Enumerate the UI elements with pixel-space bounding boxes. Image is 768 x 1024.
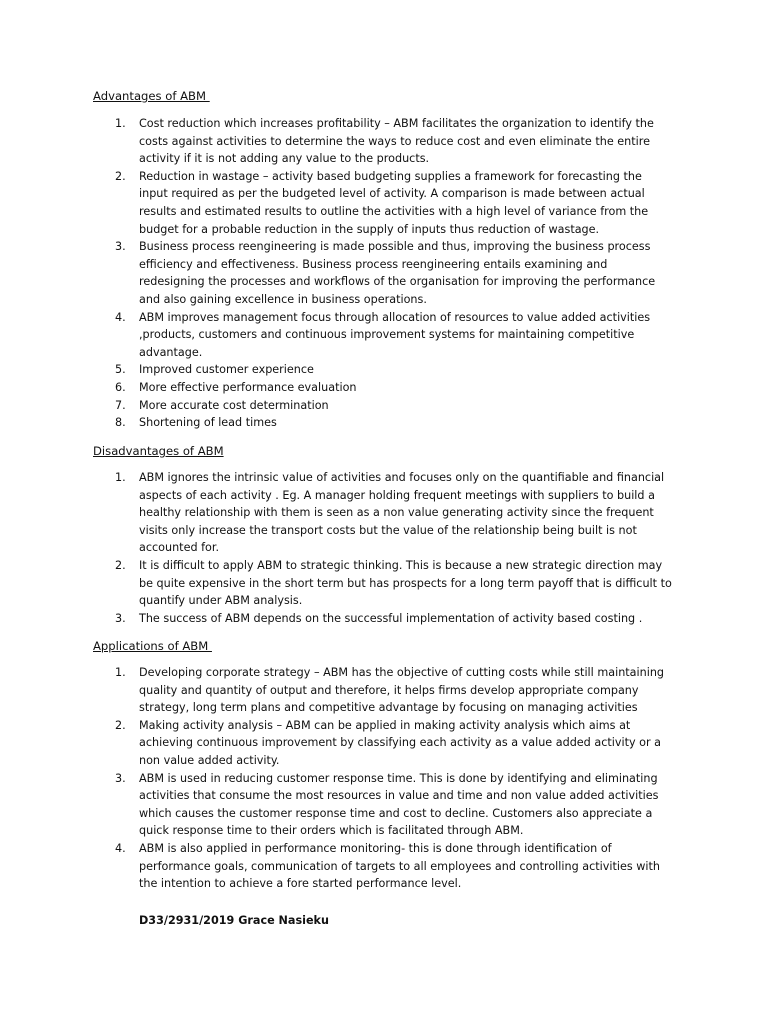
list-item — [0, 397, 674, 415]
item-number: 8. — [115, 416, 126, 430]
item-number: 2. — [115, 169, 126, 183]
list-item — [0, 309, 674, 362]
advantages-heading: Advantages of ABM — [93, 89, 210, 103]
list-item — [0, 610, 674, 628]
item-number: 4. — [115, 310, 126, 324]
list-item — [0, 414, 674, 432]
item-text: ABM is used in reducing customer response time. This is done by identifying and eliminating activities that consume the most resources in value and time and non value added activities which causes the customer response time and cost to decline. Customers also appreciate a quick response time to their orders which is facilitated through ABM. — [139, 771, 659, 838]
item-text: ABM ignores the intrinsic value of activities and focuses only on the quantifiable and financial aspects of each activity . Eg. A manager holding frequent meetings with suppliers to build a healthy relationship with them is seen as a non value generating activity since the frequent visits only increase the transport costs but the value of the relationship being built is not accounted for. — [139, 471, 665, 555]
item-number: 3. — [115, 771, 126, 785]
list-item — [0, 557, 674, 610]
disadvantages-list — [0, 469, 674, 627]
item-number: 2. — [115, 558, 126, 572]
item-text: Cost reduction which increases profitability – ABM facilitates the organization to identify the costs against activities to determine the ways to reduce cost and even eliminate the entire activity if it is not adding any value to the products. — [139, 117, 654, 166]
applications-list — [0, 664, 674, 893]
list-item — [0, 717, 674, 770]
item-text: Improved customer experience — [139, 363, 314, 377]
list-item — [0, 379, 674, 397]
item-number: 1. — [115, 117, 126, 130]
item-number: 7. — [115, 398, 126, 412]
disadvantages-heading: Disadvantages of ABM — [93, 444, 224, 458]
item-text: Shortening of lead times — [139, 416, 277, 430]
list-item — [0, 168, 674, 238]
list-item — [0, 840, 674, 893]
list-item — [0, 469, 674, 557]
item-number: 2. — [115, 718, 126, 732]
item-text: It is difficult to apply ABM to strategic thinking. This is because a new strategic direction may be quite expensive in the short term but has prospects for a long term payoff that is difficult to quantify under ABM analysis. — [139, 558, 672, 608]
item-number: 3. — [115, 240, 126, 254]
applications-heading: Applications of ABM — [93, 639, 212, 653]
item-text: ABM is also applied in performance monitoring- this is done through identification of performance goals, communication of targets to all employees and controlling activities with the intention to achieve a fore started performance level. — [139, 841, 660, 891]
list-item — [0, 770, 674, 840]
item-number: 4. — [115, 841, 126, 855]
item-number: 1. — [115, 471, 126, 484]
item-number: 1. — [115, 666, 126, 679]
advantages-list — [0, 115, 674, 432]
item-text: Making activity analysis – ABM can be applied in making activity analysis which aims at achieving continuous improvement by classifying each activity as a value added activity or a non value added activity. — [139, 718, 661, 767]
item-text: More effective performance evaluation — [139, 380, 357, 394]
list-item — [0, 238, 674, 308]
item-text: Reduction in wastage – activity based budgeting supplies a framework for forecasting the input required as per the budgeted level of activity. A comparison is made between actual results and estimated results to outline the activities with a high level of variance from the budget for a probable reduction in the supply of inputs thus reduction of wastage. — [139, 169, 649, 236]
item-number: 6. — [115, 380, 126, 394]
item-text: Developing corporate strategy – ABM has the objective of cutting costs while still maintaining quality and quantity of output and therefore, it helps firms develop appropriate company strategy, long term plans and competitive advantage by focusing on managing activities — [139, 666, 665, 715]
item-text: More accurate cost determination — [139, 398, 329, 412]
item-text: The success of ABM depends on the successful implementation of activity based costing . — [139, 611, 643, 625]
list-item — [0, 115, 674, 168]
item-number: 5. — [115, 363, 126, 377]
list-item — [0, 664, 674, 717]
item-text: ABM improves management focus through allocation of resources to value added activities ,products, customers and continuous improvement systems for maintaining competitive advantage. — [139, 310, 651, 359]
author-signature: D33/2931/2019 Grace Nasieku — [139, 914, 329, 927]
item-number: 3. — [115, 611, 126, 625]
item-text: Business process reengineering is made possible and thus, improving the business process efficiency and effectiveness. Business process reengineering entails examining and redesigning the processes and workflows of the organisation for improving the performance and also gaining excellence in business operations. — [139, 240, 656, 306]
list-item — [0, 361, 674, 379]
